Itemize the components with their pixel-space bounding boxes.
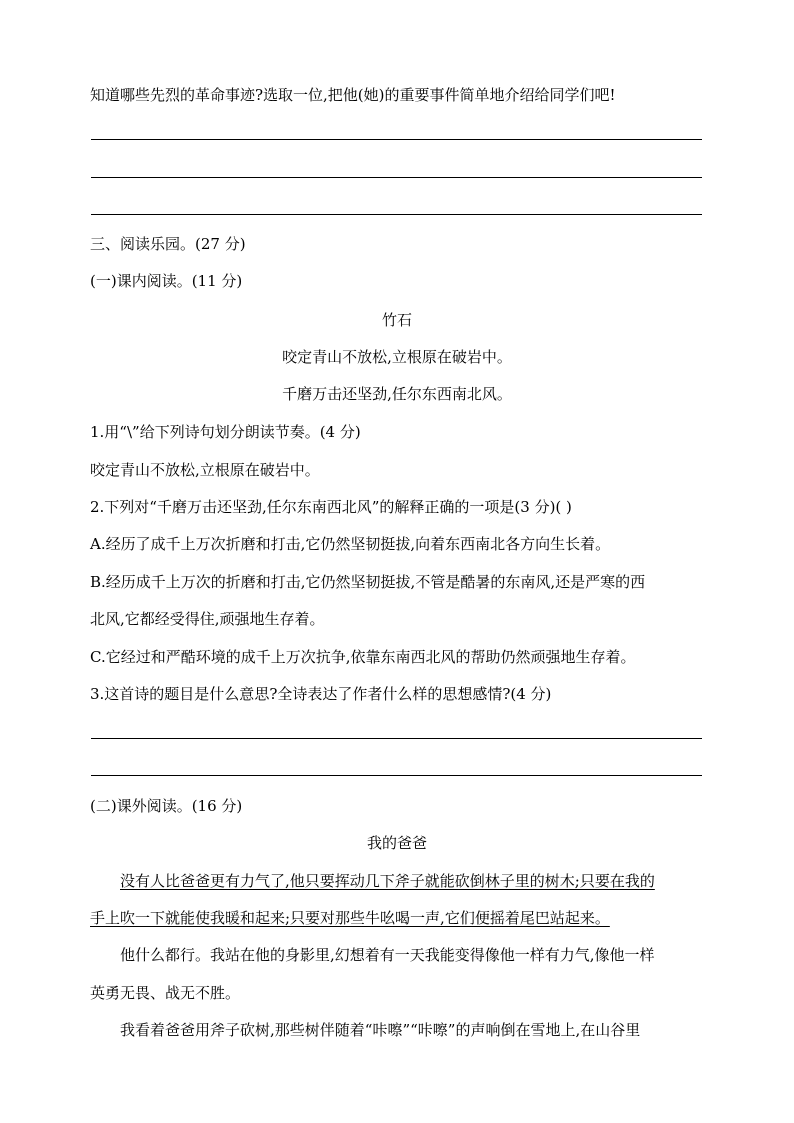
part2-title: (二)课外阅读。(16 分) — [90, 797, 243, 815]
answer-line — [91, 139, 702, 140]
question-2-option-c: C.它经过和严酷环境的成千上万次抗争,依靠东南西北风的帮助仍然顽强地生存着。 — [90, 648, 636, 666]
story-paragraph-3-line-1: 我看着爸爸用斧子砍树,那些树伴随着“咔嚓”“咔嚓”的声响倒在雪地上,在山谷里 — [120, 1021, 641, 1039]
poem-line-1: 咬定青山不放松,立根原在破岩中。 — [282, 348, 512, 366]
question-2-option-a: A.经历了成千上万次折磨和打击,它仍然坚韧挺拔,向着东西南北各方向生长着。 — [90, 535, 611, 553]
answer-line — [91, 177, 702, 178]
story-paragraph-1-line-2: 手上吹一下就能使我暖和起来;只要对那些牛吆喝一声,它们便摇着尾巴站起来。 — [90, 909, 610, 927]
question-3-prompt: 3.这首诗的题目是什么意思?全诗表达了作者什么样的思想感情?(4 分) — [90, 685, 552, 703]
answer-line — [91, 214, 702, 215]
answer-line — [91, 738, 702, 739]
poem-title: 竹石 — [381, 311, 412, 329]
section3-title: 三、阅读乐园。(27 分) — [90, 235, 246, 253]
story-paragraph-1-line-1: 没有人比爸爸更有力气了,他只要挥动几下斧子就能砍倒林子里的树木;只要在我的 — [120, 872, 655, 890]
poem-line-2: 千磨万击还坚劲,任尔东西南北风。 — [282, 385, 512, 403]
question-2-option-b-line2: 北风,它都经受得住,顽强地生存着。 — [90, 610, 325, 628]
part1-title: (一)课内阅读。(11 分) — [90, 272, 243, 290]
answer-line — [91, 775, 702, 776]
question-2-option-b-line1: B.经历成千上万次的折磨和打击,它仍然坚韧挺拔,不管是酷暑的东南风,还是严寒的西 — [90, 573, 646, 591]
story-paragraph-2-line-2: 英勇无畏、战无不胜。 — [90, 984, 241, 1002]
intro-question: 知道哪些先烈的革命事迹?选取一位,把他(她)的重要事件简单地介绍给同学们吧! — [90, 86, 616, 104]
question-2-prompt: 2.下列对“千磨万击还坚劲,任尔东南西北风”的解释正确的一项是(3 分)( ) — [90, 498, 572, 516]
question-1-text: 咬定青山不放松,立根原在破岩中。 — [90, 461, 320, 479]
question-1-prompt: 1.用“\”给下列诗句划分朗读节奏。(4 分) — [90, 423, 361, 441]
story-paragraph-2-line-1: 他什么都行。我站在他的身影里,幻想着有一天我能变得像他一样有力气,像他一样 — [120, 946, 655, 964]
story-title: 我的爸爸 — [366, 834, 427, 852]
